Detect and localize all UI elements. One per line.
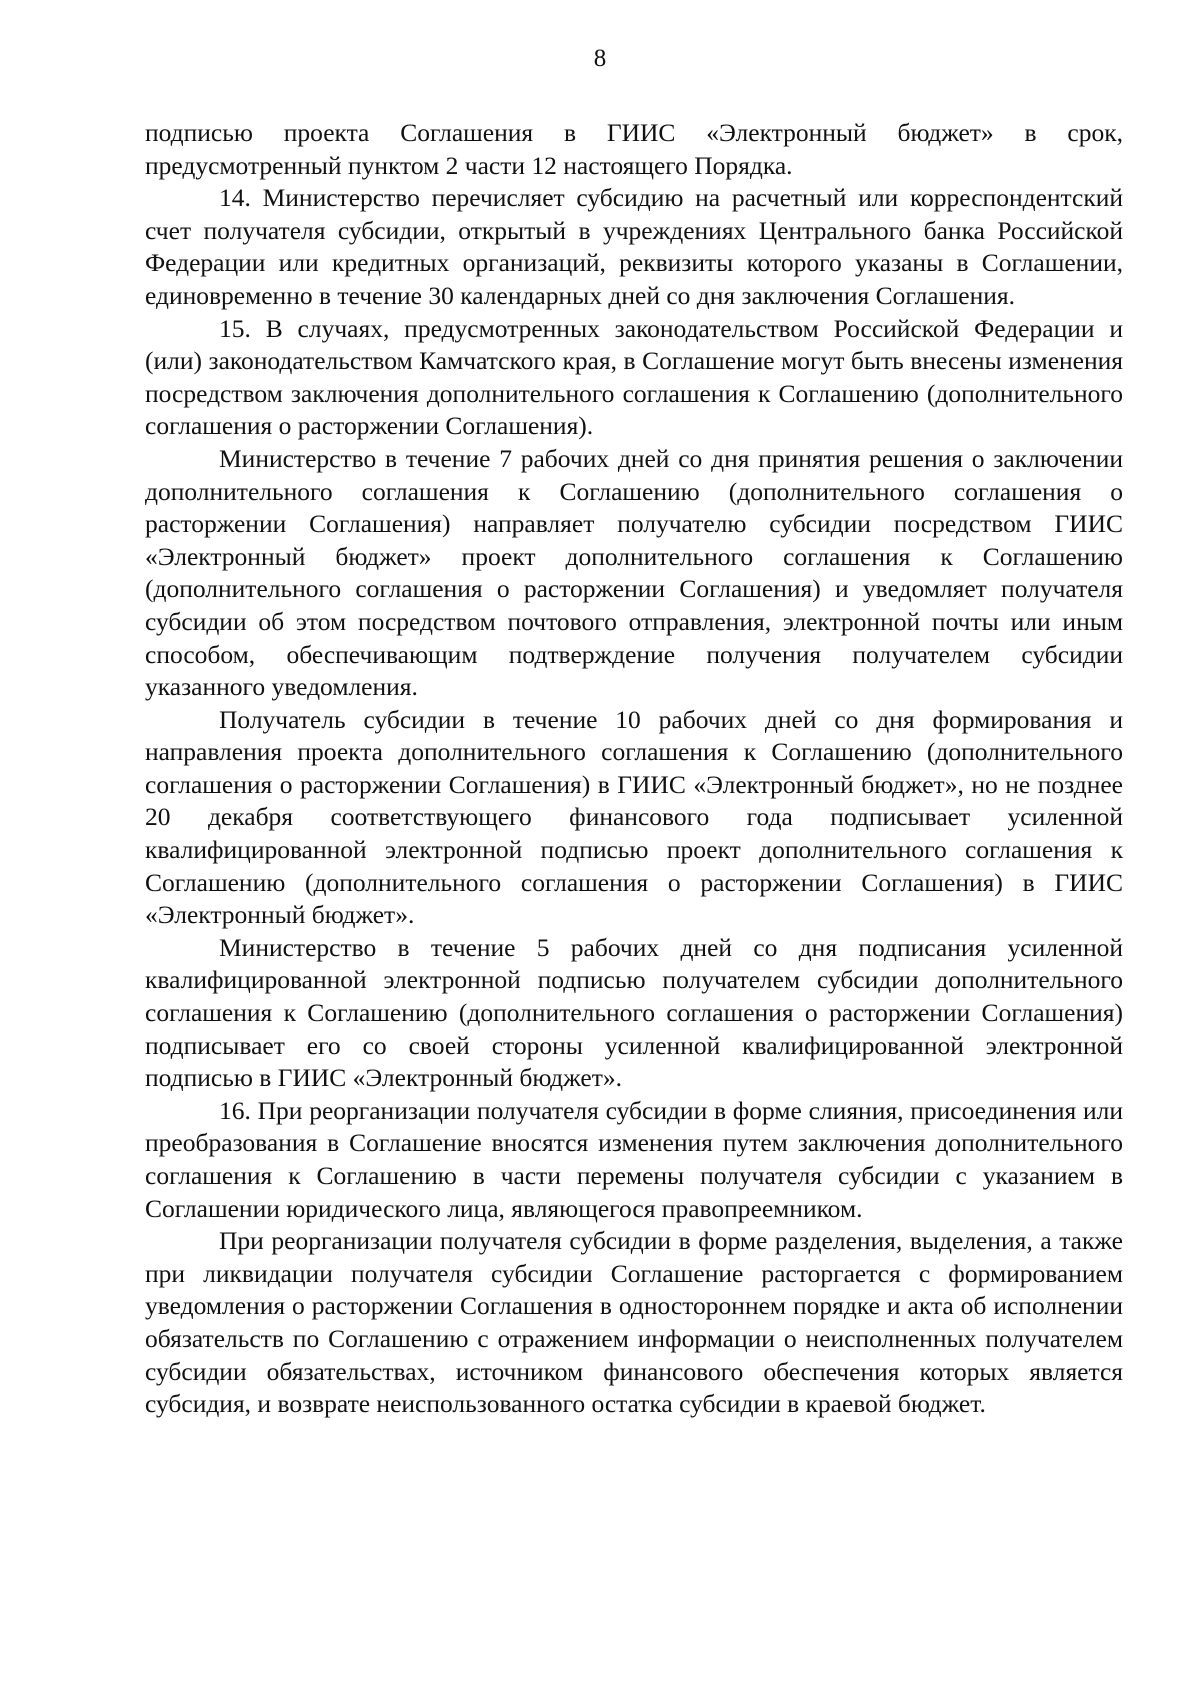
- paragraph-item-16: 16. При реорганизации получателя субсидии в форме слияния, присоединения или преобразования в Соглашение вносятся изменения путем заключения дополнительного соглашения к Соглашению в части перемены получателя субсидии с указанием в Соглашении юридического лица, являющегося правопреемником.: [145, 1095, 1123, 1223]
- paragraph-ministry-7-days: Министерство в течение 7 рабочих дней со дня принятия решения о заключении дополнительного соглашения к Соглашению (дополнительного соглашения о расторжении Соглашения) направляет получателю субсидии посредством ГИИС «Электронный бюджет» проект дополнительного соглашения к Соглашению (дополнительного соглашения о расторжении Соглашения) и уведомляет получателя субсидии об этом посредством почтового отправления, электронной почты или иным способом, обеспечивающим подтверждение получения получателем субсидии указанного уведомления.: [145, 443, 1123, 702]
- paragraph-continuation: подписью проекта Соглашения в ГИИС «Электронный бюджет» в срок, предусмотренный пунктом 2 части 12 настоящего Порядка.: [145, 118, 1123, 180]
- paragraph-item-15: 15. В случаях, предусмотренных законодательством Российской Федерации и (или) законодательством Камчатского края, в Соглашение могут быть внесены изменения посредством заключения дополнительного соглашения к Соглашению (дополнительного соглашения о расторжении Соглашения).: [145, 313, 1123, 441]
- document-body: [145, 117, 1123, 1421]
- paragraph-recipient-10-days: Получатель субсидии в течение 10 рабочих дней со дня формирования и направления проекта дополнительного соглашения к Соглашению (дополнительного соглашения о расторжении Соглашения) в ГИИС «Электронный бюджет», но не позднее 20 декабря соответствующего финансового года подписывает усиленной квалифицированной электронной подписью проект дополнительного соглашения к Соглашению (дополнительного соглашения о расторжении Соглашения) в ГИИС «Электронный бюджет».: [145, 704, 1123, 930]
- paragraph-reorganization: При реорганизации получателя субсидии в форме разделения, выделения, а также при ликвидации получателя субсидии Соглашение расторгается с формированием уведомления о расторжении Соглашения в одностороннем порядке и акта об исполнении обязательств по Соглашению с отражением информации о неисполненных получателем субсидии обязательствах, источником финансового обеспечения которых является субсидия, и возврате неиспользованного остатка субсидии в краевой бюджет.: [145, 1226, 1123, 1419]
- page-number: 8: [593, 45, 607, 72]
- paragraph-ministry-5-days: Министерство в течение 5 рабочих дней со дня подписания усиленной квалифицированной электронной подписью получателем субсидии дополнительного соглашения к Соглашению (дополнительного соглашения о расторжении Соглашения) подписывает его со своей стороны усиленной квалифицированной электронной подписью в ГИИС «Электронный бюджет».: [145, 932, 1123, 1093]
- paragraph-item-14: 14. Министерство перечисляет субсидию на расчетный или корреспондентский счет получателя субсидии, открытый в учреждениях Центрального банка Российской Федерации или кредитных организаций, реквизиты которого указаны в Соглашении, единовременно в течение 30 календарных дней со дня заключения Соглашения.: [145, 183, 1123, 310]
